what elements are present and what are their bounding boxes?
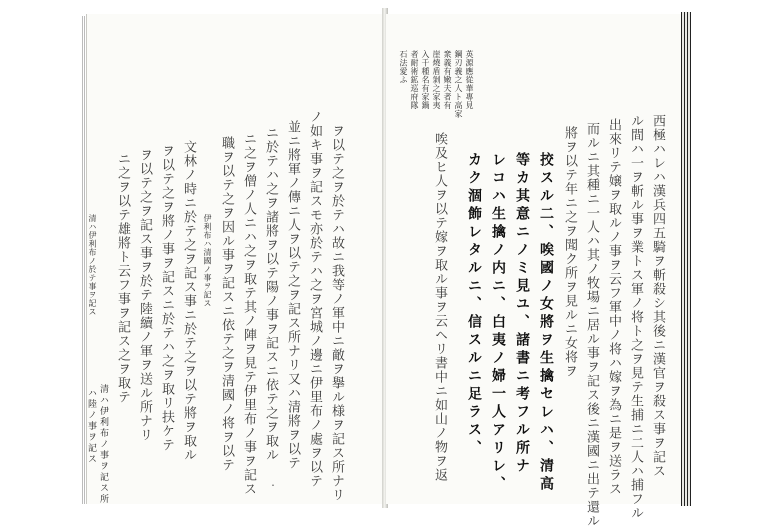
left-bottom-note-2: ハ陸ノ事ヲ記ス bbox=[86, 388, 96, 465]
left-bottom-note-1: 清ハ伊利布ノ事ヲ記ス所 bbox=[98, 384, 108, 505]
right-page-edge bbox=[681, 12, 691, 506]
printed-column-1: 挍スル二、唉國ノ女將ヲ生擒セレハ、清高 bbox=[538, 152, 554, 494]
left-column-7: 文林ノ時ニ於テ之ヲ記ス事ニ於テ之ヲ以テ將ヲ取ル bbox=[181, 140, 196, 462]
left-column-4: ニ於テハ之ヲ諸將ヲ以テ陽ノ事ヲ記スニ依テ之ヲ取ル bbox=[263, 126, 278, 462]
margin-note-line-5: 入千種名有家鍋 bbox=[421, 50, 430, 110]
margin-note-line-7: 石法愛ふ bbox=[399, 50, 408, 84]
left-column-5: ニ之ヲ僧ノ人ニハ之ヲ取テ其ノ陣ヲ見テ伊里布ノ事ヲ記ス bbox=[241, 132, 256, 496]
margin-note-line-6: 者耐術鉱巡府隊 bbox=[410, 50, 419, 110]
right-page bbox=[386, 14, 682, 528]
left-column-1: ヲ以テ之ヲ於テハ故ニ我等ノ軍中ニ敵ヲ擧ル様ヲ記ス所ナリ bbox=[329, 124, 344, 502]
printed-column-3: レコハ生擒ノ内ニ、白夷ノ婦一人アリレ、 bbox=[490, 152, 506, 494]
right-column-1: 西極ハレハ漢兵四五騎ヲ斬殺シ其後ニ漢官ヲ殺ス事ヲ記ス bbox=[650, 114, 665, 478]
left-interlinear-note-1: 伊利布ハ清國ノ事ヲ記ス bbox=[203, 214, 212, 308]
left-column-6: 職ヲ以テ之ヲ因ル事ヲ記スニ依テ之ヲ清國ノ将ヲ以テ bbox=[219, 136, 234, 472]
margin-note-line-3: 衆義有嫩夫者有 bbox=[443, 50, 452, 110]
right-column-6: 唉及ヒ人ヲ以テ嫁ヲ取ル事ヲ云ヘリ書中ニ如山ノ物ヲ返 bbox=[432, 132, 447, 482]
folio-mark: ・ bbox=[269, 481, 277, 490]
left-column-9: ヲ以テ之ヲ記ス事ヲ於テ陸續ノ軍ヲ送ル所ナリ bbox=[137, 148, 152, 442]
left-column-3: 並ニ將軍ノ傳ニ人ヲ以テ之ヲ記ス所ナリ又ハ清將ヲ以テ bbox=[285, 120, 300, 470]
right-column-4: 而ルニ其種ニ一人ハ其ノ牧場ニ居ル事ヲ記ス後ニ漢國ニ出テ還ル bbox=[584, 122, 599, 528]
left-column-8: ヲ以テ之ヲ將ノ事ヲ記スニ於テハ之ヲ取リ扶ケテ bbox=[159, 144, 174, 452]
right-column-5: 將ヲ以テ年ニ之ヲ聞ク所ヲ見ルニ女将ヲ bbox=[562, 126, 577, 378]
left-interlinear-note-2: 清ハ伊利布ノ於テ事ヲ記ス bbox=[88, 214, 97, 316]
right-column-3: 出來リテ嬢ヲ取ルノ事ヲ云フ軍中ノ将ハ嫁ヲ為ニ是ヲ送ラス bbox=[606, 118, 621, 496]
printed-column-2: 等カ其意ニノミ見ユ、諸書ニ考フル所ナ bbox=[514, 152, 530, 476]
printed-column-4: カク涸飾レタルニ、信スルニ足ラス、 bbox=[466, 152, 482, 458]
margin-note-line-1: 英源應從華專見 bbox=[465, 50, 474, 110]
margin-note-line-4: 崖燒盾剝之家夷 bbox=[432, 50, 441, 110]
left-column-10: ニ之ヲ以テ雄將ト云フ事ヲ記ス之ヲ取テ bbox=[115, 152, 130, 404]
margin-note-line-2: 鋼刃義之人ト高家 bbox=[454, 50, 463, 118]
right-column-2: ル間ハ一ヲ斬ル事ヲ業トス軍ノ将ト之ヲ見テ生捕ニ二人ハ捕フル bbox=[628, 114, 643, 520]
left-column-2: ノ如キ事ヲ記スモ亦於テハ之ヲ宮城ノ邊ニ伊里布ノ處ヲ以テ bbox=[307, 110, 322, 488]
left-page bbox=[86, 14, 385, 504]
